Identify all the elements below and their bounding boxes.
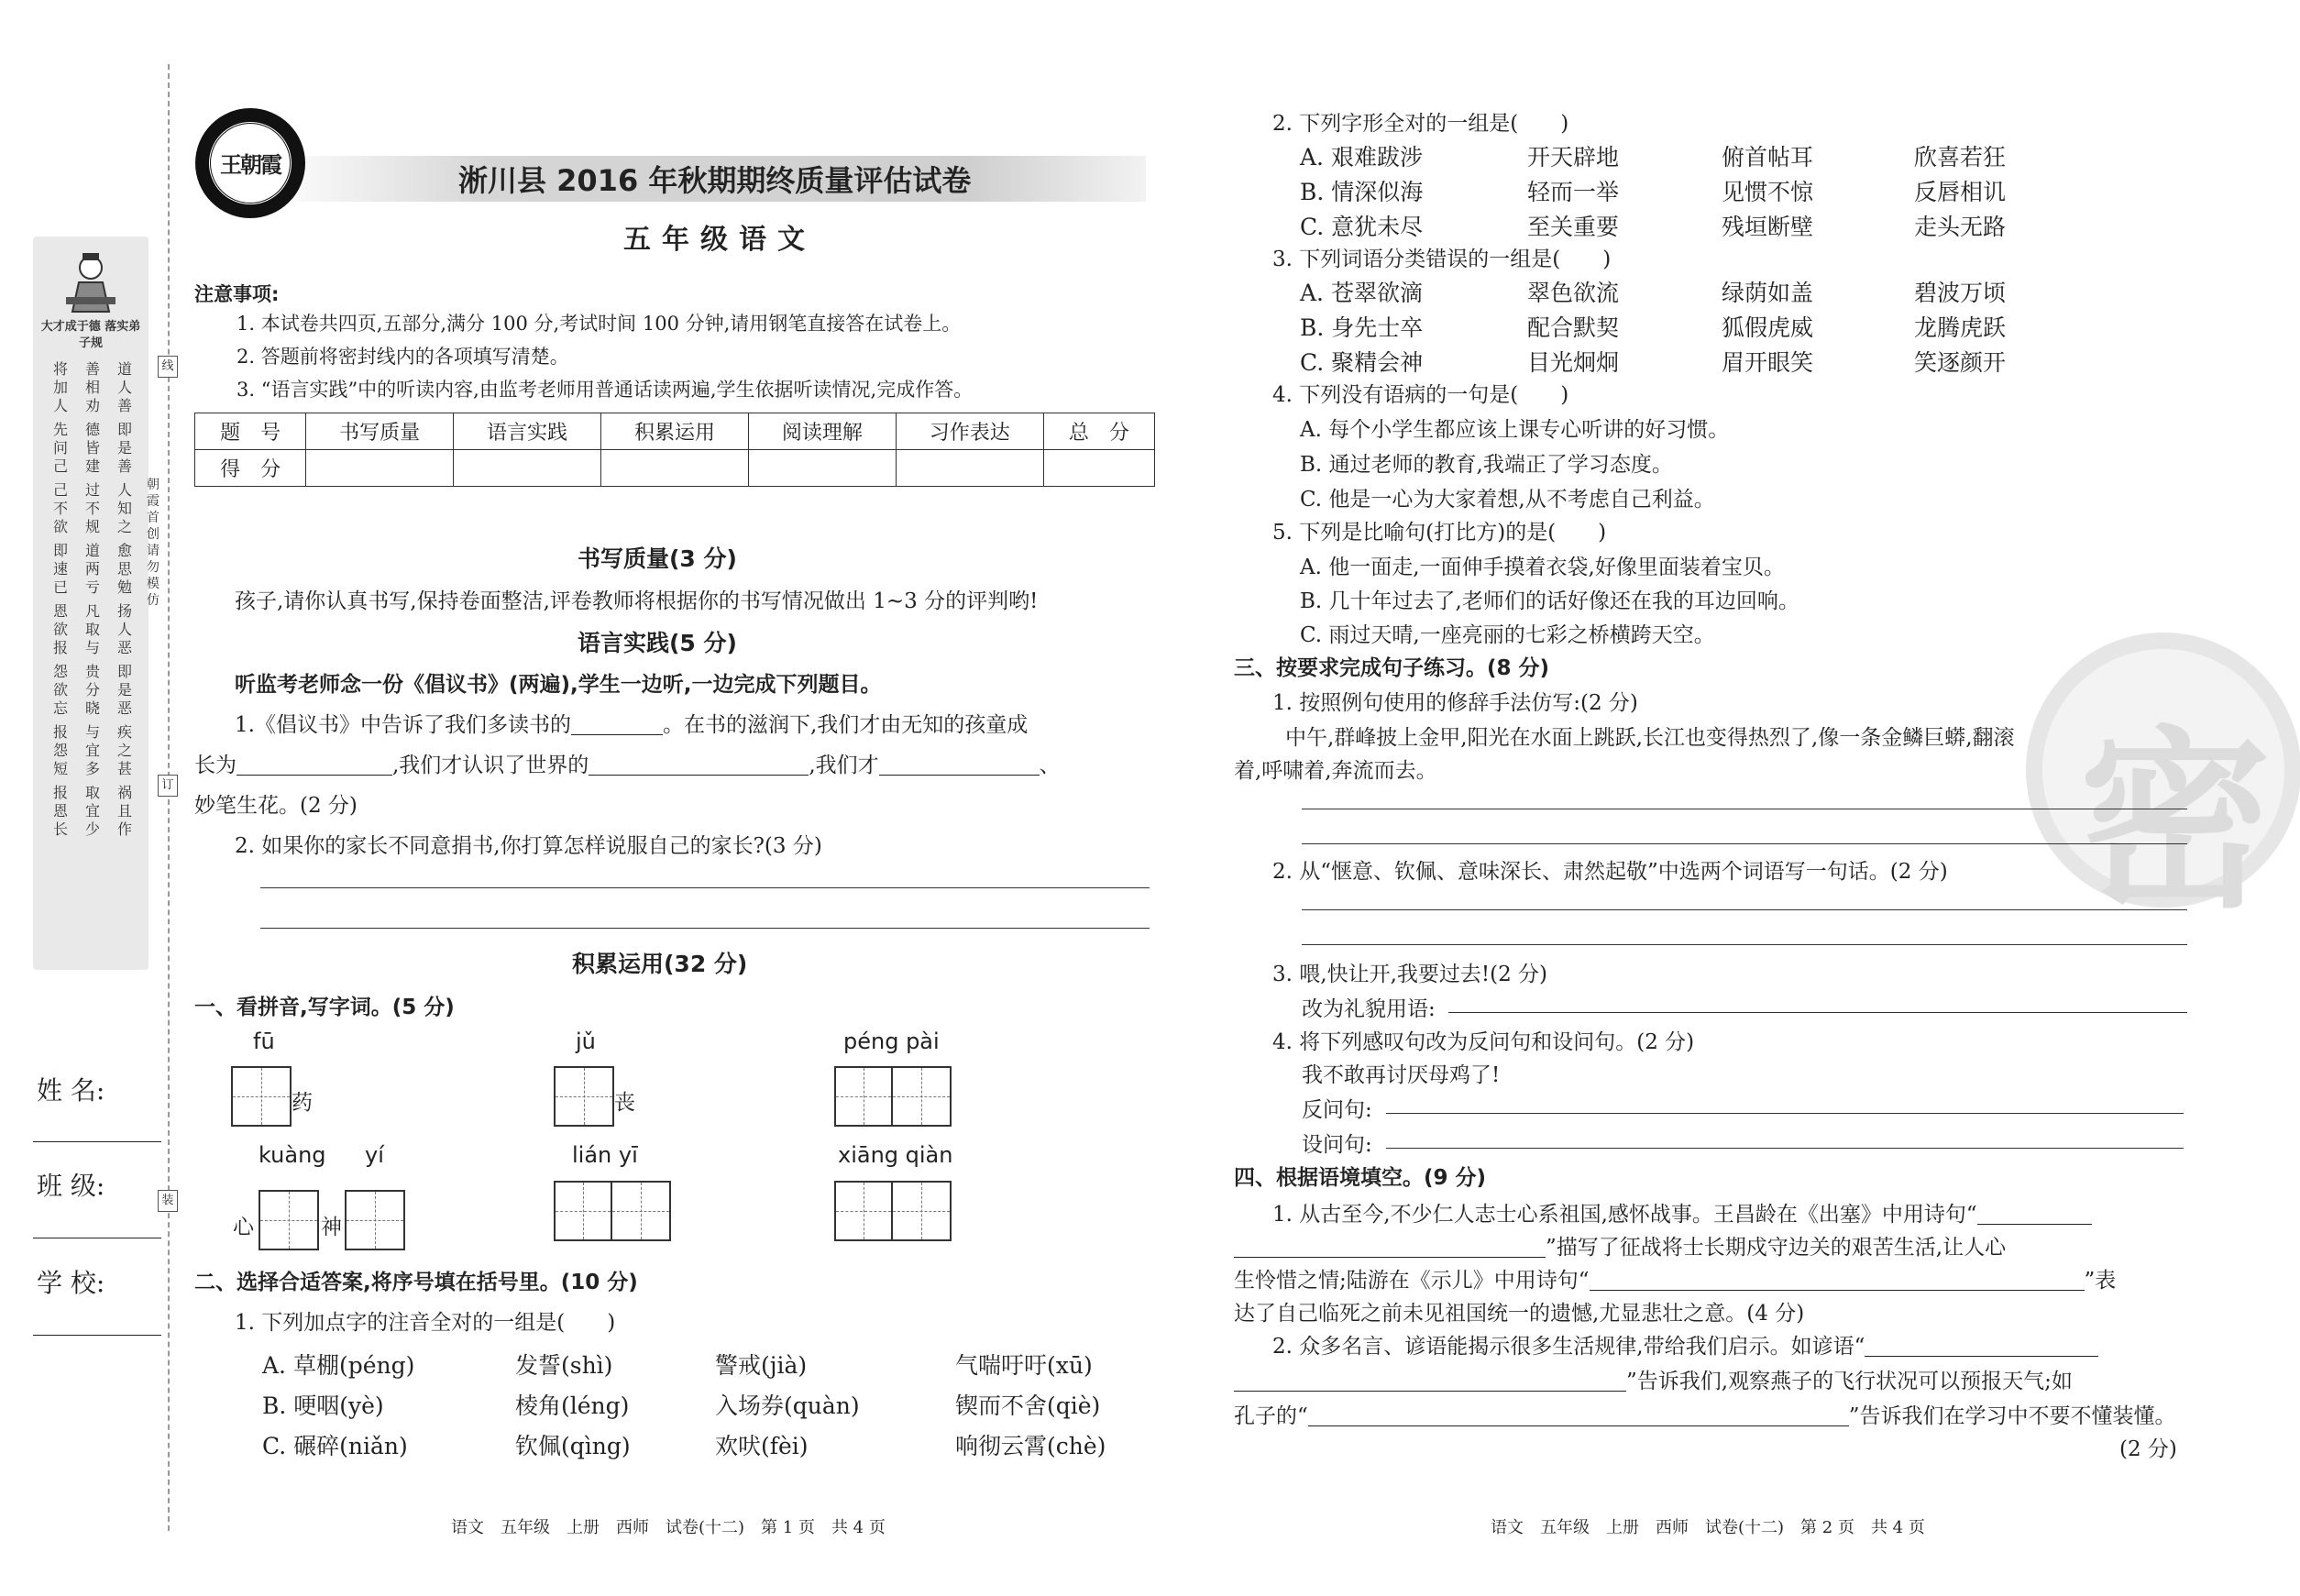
p4-q1-line1: 1. 从古至今,不少仁人志士心系祖国,感怀战事。王昌龄在《出塞》中用诗句“: [1272, 1197, 2092, 1227]
school-label: 学 校:: [37, 1268, 105, 1298]
class-label: 班 级:: [37, 1171, 105, 1201]
notes-heading: 注意事项:: [194, 283, 280, 305]
motto-column: 人知之: [116, 481, 132, 535]
pinyin-label: jǔ: [576, 1029, 596, 1054]
seal-mark-1: 线: [158, 356, 178, 378]
note-item-3: 3. “语言实践”中的听读内容,由监考老师用普通话读两遍,学生依据听读情况,完成作答。: [237, 379, 974, 401]
option-item: B. 几十年过去了,老师们的话好像还在我的耳边回响。: [1300, 589, 1799, 613]
answer-line[interactable]: [1302, 843, 2187, 844]
part4-title: 四、根据语境填空。(9 分): [1234, 1166, 1487, 1190]
option-row: C. 碾碎(niǎn) 钦佩(qìng) 欢吠(fèi) 响彻云霄(chè): [262, 1433, 1106, 1459]
motto-column: 即是善: [116, 421, 132, 475]
motto-row: [51, 602, 134, 657]
motto-column: 祸且作: [116, 784, 132, 838]
score-header-cell: 积累运用: [601, 413, 749, 450]
motto-column: 即速已: [52, 542, 68, 596]
grid-suffix: 药: [292, 1091, 313, 1115]
answer-line[interactable]: [1386, 1148, 2184, 1149]
p3-q3-label: 改为礼貌用语:: [1302, 997, 1436, 1021]
answer-blank[interactable]: [1590, 1270, 2085, 1291]
motto-column: 道人善: [116, 360, 132, 414]
writing-text: 孩子,请你认真书写,保持卷面整洁,评卷教师将根据你的书写情况做出 1~3 分的评判哟!: [235, 589, 1039, 613]
motto-column: 与宜多: [84, 723, 100, 777]
seal-mark-3: 装: [158, 1190, 178, 1212]
page1-footer: 语文 五年级 上册 西师 试卷(十二) 第 1 页 共 4 页: [451, 1518, 886, 1537]
motto-column: 过不规: [84, 481, 100, 535]
vertical-note: 朝霞首创 请勿模仿: [147, 478, 160, 608]
option-row: B. 身先士卒 配合默契 狐假虎威 龙腾虎跃: [1300, 314, 2007, 341]
grid-prefix: 神: [321, 1216, 342, 1239]
score-header-cell: 总 分: [1043, 413, 1154, 450]
motto-row: [51, 784, 134, 839]
motto-column: 贵分晓: [84, 663, 100, 717]
pinyin-label: kuàng: [259, 1142, 326, 1168]
char-grid[interactable]: [834, 1066, 952, 1127]
option-row: B. 哽咽(yè) 棱角(léng) 入场券(quàn) 锲而不舍(qiè): [262, 1392, 1101, 1419]
motto-column: 先问己: [52, 421, 68, 475]
grid-suffix: 丧: [614, 1091, 635, 1115]
p3-q1-example-2: 着,呼啸着,奔流而去。: [1234, 759, 1437, 783]
answer-blank[interactable]: [879, 754, 1040, 776]
score-cell[interactable]: [896, 450, 1043, 487]
motto-column: 善相劝: [84, 360, 100, 414]
p4-q1-line2: ”描写了征战将士长期戍守边关的艰苦生活,让人心: [1234, 1230, 2006, 1260]
score-header-cell: 习作表达: [896, 413, 1043, 450]
char-grid[interactable]: [345, 1190, 405, 1250]
scholar-illustration: [59, 249, 123, 314]
option-item: C. 雨过天晴,一座亮丽的七彩之桥横跨天空。: [1300, 623, 1715, 647]
pinyin-label: lián yī: [572, 1142, 638, 1168]
score-cell[interactable]: [601, 450, 749, 487]
choice-q4-stem: 4. 下列没有语病的一句是( ): [1272, 383, 1569, 407]
motto-column: 报怨短: [52, 723, 68, 777]
answer-blank[interactable]: [1308, 1405, 1849, 1426]
motto-row: [51, 421, 134, 476]
practice-q1-line3: 妙笔生花。(2 分): [194, 794, 358, 818]
practice-q2: 2. 如果你的家长不同意捐书,你打算怎样说服自己的家长?(3 分): [235, 834, 822, 858]
choice-q3-stem: 3. 下列词语分类错误的一组是( ): [1272, 248, 1612, 271]
p3-q4: 4. 将下列感叹句改为反问句和设问句。(2 分): [1272, 1030, 1695, 1054]
motto-row: [51, 542, 134, 597]
motto-column: 德皆建: [84, 421, 100, 475]
p3-q4-label-1: 反问句:: [1302, 1098, 1372, 1122]
choice-q1-stem: 1. 下列加点字的注音全对的一组是( ): [235, 1311, 616, 1335]
answer-blank[interactable]: [1234, 1370, 1626, 1392]
secret-watermark: 密: [2026, 633, 2300, 908]
p4-q2-line1: 2. 众多名言、谚语能揭示很多生活规律,带给我们启示。如谚语“: [1272, 1329, 2098, 1359]
p4-q2-score: (2 分): [2119, 1437, 2177, 1461]
page2-footer: 语文 五年级 上册 西师 试卷(十二) 第 2 页 共 4 页: [1491, 1518, 1925, 1537]
option-item: A. 他一面走,一面伸手摸着衣袋,好像里面装着宝贝。: [1300, 556, 1785, 579]
option-row: B. 情深似海 轻而一举 见惯不惊 反唇相讥: [1300, 179, 2007, 205]
motto-column: 将加人: [52, 360, 68, 414]
motto-column: 恩欲报: [52, 602, 68, 656]
choice-q5-stem: 5. 下列是比喻句(打比方)的是( ): [1272, 521, 1607, 545]
pinyin-label: fū: [253, 1029, 275, 1054]
option-row: C. 意犹未尽 至关重要 残垣断壁 走头无路: [1300, 214, 2007, 240]
name-field[interactable]: [33, 1141, 161, 1142]
char-grid[interactable]: [834, 1181, 952, 1241]
char-grid[interactable]: [259, 1190, 319, 1250]
writing-title: 书写质量(3 分): [578, 545, 737, 572]
motto-text: [51, 360, 134, 844]
score-header-row: [195, 413, 1155, 450]
score-table: [194, 413, 1155, 487]
p3-q1: 1. 按照例句使用的修辞手法仿写:(2 分): [1272, 691, 1638, 715]
practice-q1-line2: 长为 ,我们才认识了世界的 ,我们才 、: [194, 754, 1061, 777]
motto-caption: 大才成于德 落实弟子规: [40, 320, 141, 350]
answer-blank[interactable]: [1234, 1237, 1546, 1258]
name-label: 姓 名:: [37, 1075, 105, 1106]
score-header-cell: 题 号: [195, 413, 306, 450]
option-item: C. 他是一心为大家着想,从不考虑自己利益。: [1300, 488, 1715, 512]
option-row: A. 艰难跋涉 开天辟地 俯首帖耳 欣喜若狂: [1300, 144, 2007, 171]
p3-q1-example-1: 中午,群峰披上金甲,阳光在水面上跳跃,长江也变得热烈了,像一条金鳞巨蟒,翻滚: [1285, 726, 2015, 750]
motto-row: [51, 360, 134, 415]
p3-q3: 3. 喂,快让开,我要过去!(2 分): [1272, 963, 1548, 986]
choice-q2-stem: 2. 下列字形全对的一组是( ): [1272, 112, 1569, 136]
motto-panel: [33, 237, 149, 970]
practice-title: 语言实践(5 分): [578, 630, 737, 656]
answer-blank[interactable]: [1977, 1204, 2092, 1225]
note-item-2: 2. 答题前将密封线内的各项填写清楚。: [237, 346, 569, 368]
part1-title: 一、看拼音,写字词。(5 分): [194, 996, 455, 1019]
char-grid[interactable]: [554, 1066, 614, 1127]
motto-column: 愈思勉: [116, 542, 132, 596]
motto-column: 己不欲: [52, 481, 68, 535]
char-grid[interactable]: [231, 1066, 292, 1127]
motto-column: 报恩长: [52, 784, 68, 838]
p3-q4-label-2: 设问句:: [1302, 1133, 1372, 1157]
subject-title: 五年级语文: [623, 224, 816, 256]
char-grid[interactable]: [554, 1181, 671, 1241]
answer-line[interactable]: [1386, 1113, 2184, 1114]
answer-blank[interactable]: [571, 714, 663, 735]
p4-q1-line3: 生怜惜之情;陆游在《示儿》中用诗句“ ”表: [1234, 1269, 2117, 1293]
p3-q4-sentence: 我不敢再讨厌母鸡了!: [1302, 1063, 1501, 1087]
seal-mark-2: 订: [158, 775, 178, 797]
part2-title: 二、选择合适答案,将序号填在括号里。(10 分): [194, 1271, 638, 1294]
pinyin-label: xiāng qiàn: [838, 1142, 953, 1168]
answer-blank[interactable]: [589, 754, 809, 776]
pinyin-label: péng pài: [843, 1029, 940, 1054]
motto-column: 道两亏: [84, 542, 100, 596]
accumulation-title: 积累运用(32 分): [572, 951, 748, 977]
practice-instruction: 听监考老师念一份《倡议书》(两遍),学生一边听,一边完成下列题目。: [235, 673, 882, 697]
option-item: A. 每个小学生都应该上课专心听讲的好习惯。: [1300, 418, 1730, 442]
motto-column: 疾之甚: [116, 723, 132, 777]
option-item: B. 通过老师的教育,我端正了学习态度。: [1300, 453, 1673, 477]
p4-q1-line4: 达了自己临死之前未见祖国统一的遗憾,尤显悲壮之意。(4 分): [1234, 1302, 1805, 1326]
score-row-label: 得 分: [195, 450, 306, 487]
answer-blank[interactable]: [237, 754, 392, 776]
answer-line[interactable]: [260, 928, 1150, 929]
motto-row: [51, 723, 134, 778]
score-value-row: [195, 450, 1155, 487]
motto-column: 即是恶: [116, 663, 132, 717]
answer-blank[interactable]: [1865, 1336, 2098, 1357]
part3-title: 三、按要求完成句子练习。(8 分): [1234, 656, 1550, 680]
exam-title: 淅川县 2016 年秋期期终质量评估试卷: [458, 163, 972, 198]
score-cell[interactable]: [306, 450, 454, 487]
answer-line[interactable]: [1448, 1012, 2187, 1013]
motto-column: 怨欲忘: [52, 663, 68, 717]
school-field[interactable]: [33, 1335, 161, 1336]
option-row: A. 草棚(péng) 发誓(shì) 警戒(jià) 气喘吁吁(xū): [262, 1352, 1093, 1379]
note-item-1: 1. 本试卷共四页,五部分,满分 100 分,考试时间 100 分钟,请用钢笔直接答在试卷上。: [237, 313, 962, 335]
score-header-cell: 书写质量: [306, 413, 454, 450]
p4-q2-line2: ”告诉我们,观察燕子的飞行状况可以预报天气;如: [1234, 1364, 2073, 1394]
answer-line[interactable]: [1302, 944, 2187, 945]
pinyin-label: yí: [365, 1142, 384, 1168]
answer-line[interactable]: [1302, 909, 2187, 910]
motto-row: [51, 663, 134, 718]
grid-prefix: 心: [233, 1216, 254, 1239]
option-row: A. 苍翠欲滴 翠色欲流 绿荫如盖 碧波万顷: [1300, 280, 2007, 306]
publisher-logo: 王朝霞: [195, 108, 305, 218]
p4-q2-line3: 孔子的“ ”告诉我们在学习中不要不懂装懂。: [1234, 1404, 2176, 1428]
score-cell[interactable]: [1043, 450, 1154, 487]
seal-dashed-line: [168, 64, 170, 1531]
motto-column: 凡取与: [84, 602, 100, 656]
motto-row: [51, 481, 134, 536]
score-cell[interactable]: [454, 450, 601, 487]
practice-q1-line1: 1.《倡议书》中告诉了我们多读书的 。在书的滋润下,我们才由无知的孩童成: [235, 713, 1029, 737]
option-row: C. 聚精会神 目光炯炯 眉开眼笑 笑逐颜开: [1300, 349, 2007, 376]
score-header-cell: 阅读理解: [748, 413, 896, 450]
p3-q2: 2. 从“惬意、钦佩、意味深长、肃然起敬”中选两个词语写一句话。(2 分): [1272, 860, 1948, 884]
motto-column: 扬人恶: [116, 602, 132, 656]
answer-line[interactable]: [260, 887, 1150, 888]
score-cell[interactable]: [748, 450, 896, 487]
motto-column: 取宜少: [84, 784, 100, 838]
score-header-cell: 语言实践: [454, 413, 601, 450]
